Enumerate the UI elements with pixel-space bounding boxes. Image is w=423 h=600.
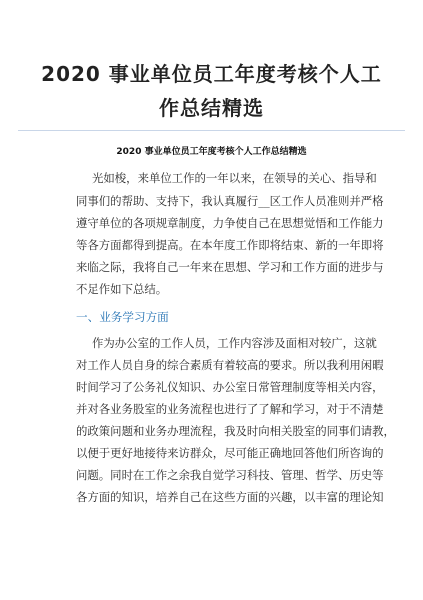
paragraph-line: 等各方面都得到提高。在本年度工作即将结束、新的一年即将: [76, 238, 384, 252]
paragraph-line: 以便于更好地接待来访群众，尽可能正确地回答他们所咨询的: [76, 446, 384, 460]
paragraph-line: 并对各业务股室的业务流程也进行了了解和学习，对于不清楚: [76, 402, 384, 416]
paragraph-line: 的政策问题和业务办理流程，我及时向相关股室的同事们请教，: [76, 424, 395, 438]
paragraph-line: 光如梭，来单位工作的一年以来，在领导的关心、指导和: [92, 171, 377, 185]
paragraph-line: 对工作人员自身的综合素质有着较高的要求。所以我利用闲暇: [76, 358, 384, 372]
document-title-line-1: 2020 事业单位员工年度考核个人工: [41, 62, 382, 86]
paragraph-line: 作为办公室的工作人员，工作内容涉及面相对较广，这就: [92, 336, 377, 350]
title-divider: [18, 130, 405, 131]
paragraph-line: 时间学习了公务礼仪知识、办公室日常管理制度等相关内容，: [76, 380, 384, 394]
paragraph-line: 同事们的帮助、支持下，我认真履行__区工作人员准则并严格: [76, 194, 384, 208]
paragraph-line: 遵守单位的各项规章制度，力争使自己在思想觉悟和工作能力: [76, 216, 384, 230]
section-heading: 一、业务学习方面: [76, 310, 169, 324]
paragraph-line: 问题。同时在工作之余我自觉学习科技、管理、哲学、历史等: [76, 468, 384, 482]
paragraph-line: 各方面的知识，培养自己在这些方面的兴趣，以丰富的理论知: [76, 490, 384, 504]
document-title-line-2: 作总结精选: [159, 96, 264, 120]
paragraph-line: 来临之际，我将自己一年来在思想、学习和工作方面的进步与: [76, 260, 384, 274]
paragraph-line: 不足作如下总结。: [76, 282, 168, 296]
document-subtitle: 2020 事业单位员工年度考核个人工作总结精选: [116, 147, 307, 157]
